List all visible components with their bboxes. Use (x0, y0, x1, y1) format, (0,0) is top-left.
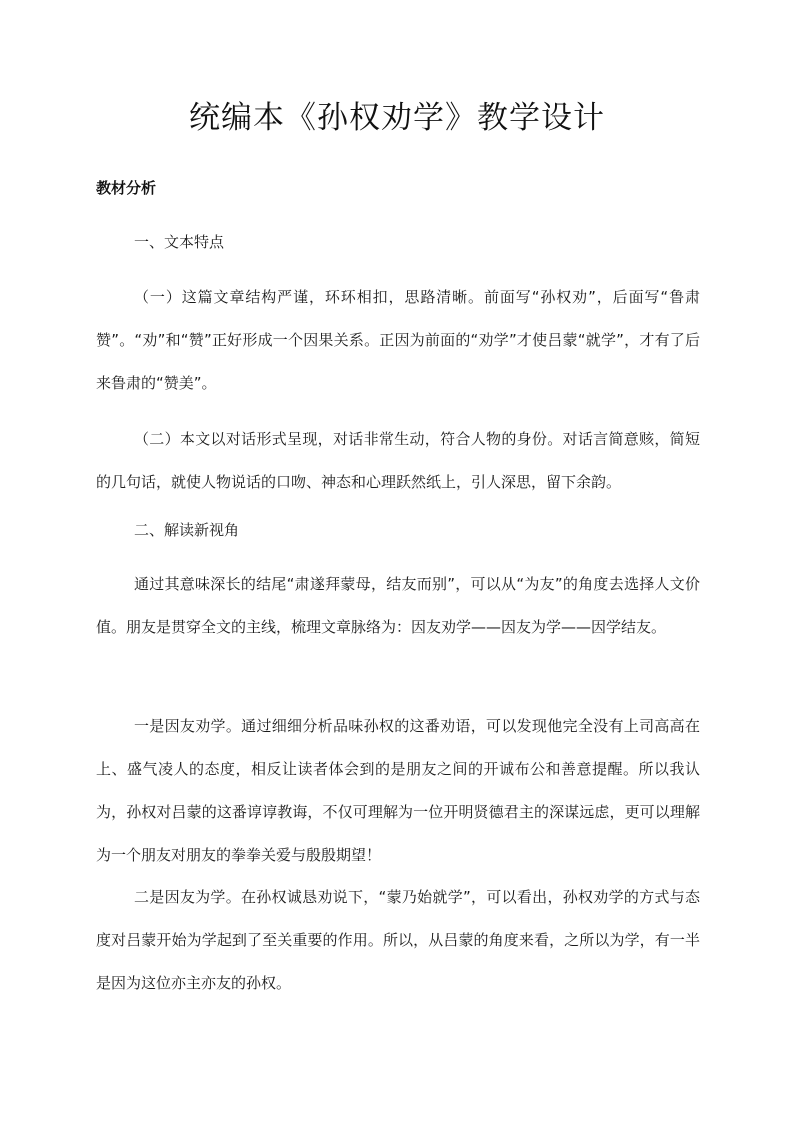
document-title: 统编本《孙权劝学》教学设计 (189, 100, 605, 136)
paragraph-friend-persuades: 一是因友劝学。通过细细分析品味孙权的这番劝语，可以发现他完全没有上司高高在上、盛气凌人的态度，相反让读者体会到的是朋友之间的开诚布公和善意提醒。所以我认为，孙权对吕蒙的这番谆谆教诲，不仅可理解为一位开明贤德君主的深谋远虑，更可以理解为一个朋友对朋友的拳拳关爱与殷殷期望！ (96, 717, 700, 864)
paragraph-friendship-theme: 通过其意味深长的结尾“肃遂拜蒙母，结友而别”，可以从“为友”的角度去选择人文价值。朋友是贯穿全文的主线，梳理文章脉络为：因友劝学——因友为学——因学结友。 (96, 575, 700, 636)
subsection-heading-text-features: 一、文本特点 (134, 233, 225, 251)
paragraph-structure: （一）这篇文章结构严谨，环环相扣，思路清晰。前面写“孙权劝”，后面写“鲁肃赞”。“劝”和“赞”正好形成一个因果关系。正因为前面的“劝学”才使吕蒙“就学”，才有了后来鲁肃的“赞美”。 (96, 288, 700, 392)
section-heading-textbook-analysis: 教材分析 (96, 179, 157, 197)
paragraph-dialogue: （二）本文以对话形式呈现，对话非常生动，符合人物的身份。对话言简意赅，简短的几句话，就使人物说话的口吻、神态和心理跃然纸上，引人深思，留下余韵。 (96, 430, 700, 491)
subsection-heading-new-perspective: 二、解读新视角 (134, 521, 240, 539)
paragraph-friend-learns: 二是因友为学。在孙权诚恳劝说下，“蒙乃始就学”，可以看出，孙权劝学的方式与态度对吕蒙开始为学起到了至关重要的作用。所以，从吕蒙的角度来看，之所以为学，有一半是因为这位亦主亦友的孙权。 (96, 888, 700, 992)
